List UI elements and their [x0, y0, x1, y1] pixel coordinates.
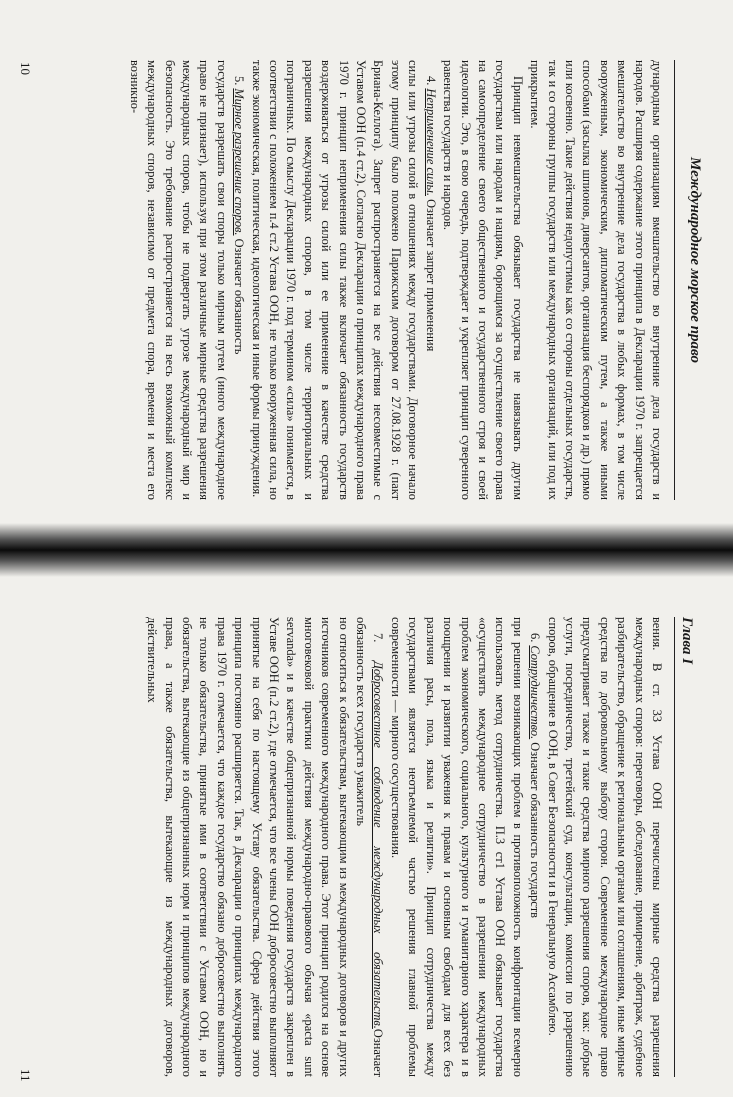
left-paragraph-5-heading: [230, 60, 247, 500]
right-paragraph-1: вения. В ст. 33 Устава ООН перечислены мирные средства разрешения международных споров: переговоры, обследование, примирение, арбитраж, судебное разбирательство, обращение к региональным органам или соглашениям, иные мирные средства по добровольному выбору сторон. Современное международное право предусматривает также и такие средства мирного разрешения споров, как: добрые услуги, посредничество, третейский суд, консультации, комиссии по разрешению споров, обращение в ООН, в Совет Безопасности и в Генеральную Ассамблею.: [545, 617, 664, 1077]
right-paragraph-7-heading: [352, 617, 387, 1077]
p6-term: Сотрудничество.: [528, 645, 543, 740]
left-page-number: 10: [18, 62, 33, 75]
right-page: [0, 577, 733, 1097]
right-paragraph-7: но относиться к обязательствам, вытекающим из международных договоров и других источников современного международного права. Этот принцип родился на основе многовековой практики действия международно-правового обычая «pacta sunt servanda» и в качестве общепризнанной нормы поведения государств закреплен в Уставе ООН (п.2 ст.2), где отмечается, что все члены ООН добросовестно выполняют принятые на себя по настоящему Уставу обязательства. Сфера действия этого принципа постоянно расширяется. Так, в Декларации о принципах международного права 1970 г. отмечается, что каждое государство обязано добросовестно выполнять не только обязательства, принятые ими в соответствии с Уставом ООН, но и обязательства, вытекающие из общепризнанных норм и принципов международного права, а также обязательства, вытекающие из международных договоров, действительных: [145, 617, 351, 1077]
left-paragraph-5: государств разрешать свои споры только мирным путем (иного международное право не признает), используя при этом различные мирные средства разрешения международных споров, чтобы не подвергать угрозе международный мир и безопасность. Это требование распространяется на весь возможный комплекс международных споров, независимо от предмета спора, времени и места его возникно-: [127, 60, 229, 500]
left-paragraph-2: Принцип невмешательства обязывает государства не навязывать другим государствам или народам и нациям, борющимся за осуществление своего права на самоопределение своего общественного и государственного строя и своей идеологии. Это, в свою очередь, подтверждает и укрепляет принцип суверенного равенства государств и народов.: [441, 60, 525, 500]
right-paragraph-6-heading: [526, 617, 543, 1077]
p4-term: Неприменение силы.: [423, 88, 438, 197]
p7-term: Добросовестное соблюдение международных обязательств.: [371, 660, 386, 1029]
right-running-head: Глава I: [679, 617, 695, 665]
p5-rest: Означает обязанность: [232, 235, 247, 355]
left-page: [0, 0, 733, 520]
left-body-text: [125, 60, 665, 500]
book-binding-shadow: [0, 523, 733, 577]
right-header-rule: [674, 617, 675, 1077]
p7-number: 7.: [371, 633, 386, 661]
p6-rest: Означает обязанность государств: [528, 739, 543, 919]
left-running-head: Международное морское право: [687, 156, 703, 364]
p7-rest: Означает обязанность всех государств уважитель: [354, 617, 386, 1078]
p4-rest: Означает запрет применения: [423, 196, 438, 352]
p5-number: 5.: [232, 76, 247, 89]
right-paragraph-6: при решении возникающих проблем в противоположность конфронтации всемерно использовать метод сотрудничества. П.3 ст1 Устава ООН обязывает государства «осуществлять международное сотрудничество в разрешении международных проблем экономического, социального, культурного и гуманитарного характера и в поощрении и развитии уважения к правам и основным свободам для всех без различия расы, пола, языка и религии». Принцип сотрудничества между государствами является неотъемлемой частью решения главной проблемы современности — мирного сосуществования.: [388, 617, 525, 1077]
right-body-text: [143, 617, 665, 1077]
left-paragraph-4-heading: [421, 60, 438, 500]
right-page-number: 11: [18, 1069, 33, 1082]
p4-number: 4.: [423, 76, 438, 89]
p6-number: 6.: [528, 633, 543, 646]
p5-term: Мирное разрешение споров.: [232, 88, 247, 236]
left-paragraph-1: дународным организациям вмешательство во внутренние дела государств и народов. Расширяя содержание этого принципа в Декларации 1970 г. запрещается вмешательство во внутренние дела государства в любых формах, в том числе вооруженным, экономическим, дипломатическим путем, а также иными способами (засылка шпионов, диверсантов, организация беспорядков и др.) прямо или косвенно. Такие действия недопустимы как со стороны отдельных государств, так и со стороны группы государств или международных организаций, или под их прикрытием.: [528, 60, 664, 500]
left-header-rule: [674, 60, 675, 500]
left-paragraph-4: силы или угрозы силой в отношениях между государствами. Договорное начало этому принципу было положено Парижским договором от 27.08.1928 г. (пакт Бриана-Келлога). Запрет распространяется на все действия несовместимые с Уставом ООН (п.4 ст.2). Согласно Декларации о принципах международного права 1970 г. принцип неприменения силы также включает обязанность государств воздерживаться от угрозы силой или ее применение в качестве средства разрешения международных споров, в том числе территориальных и пограничных. По смыслу Декларации 1970 г. под термином «сила» понимается, в соответствии с положением п.4 ст.2 Устава ООН, не только вооруженная сила, но также экономическая, политическая, идеологическая и иные формы принуждения.: [249, 60, 421, 500]
